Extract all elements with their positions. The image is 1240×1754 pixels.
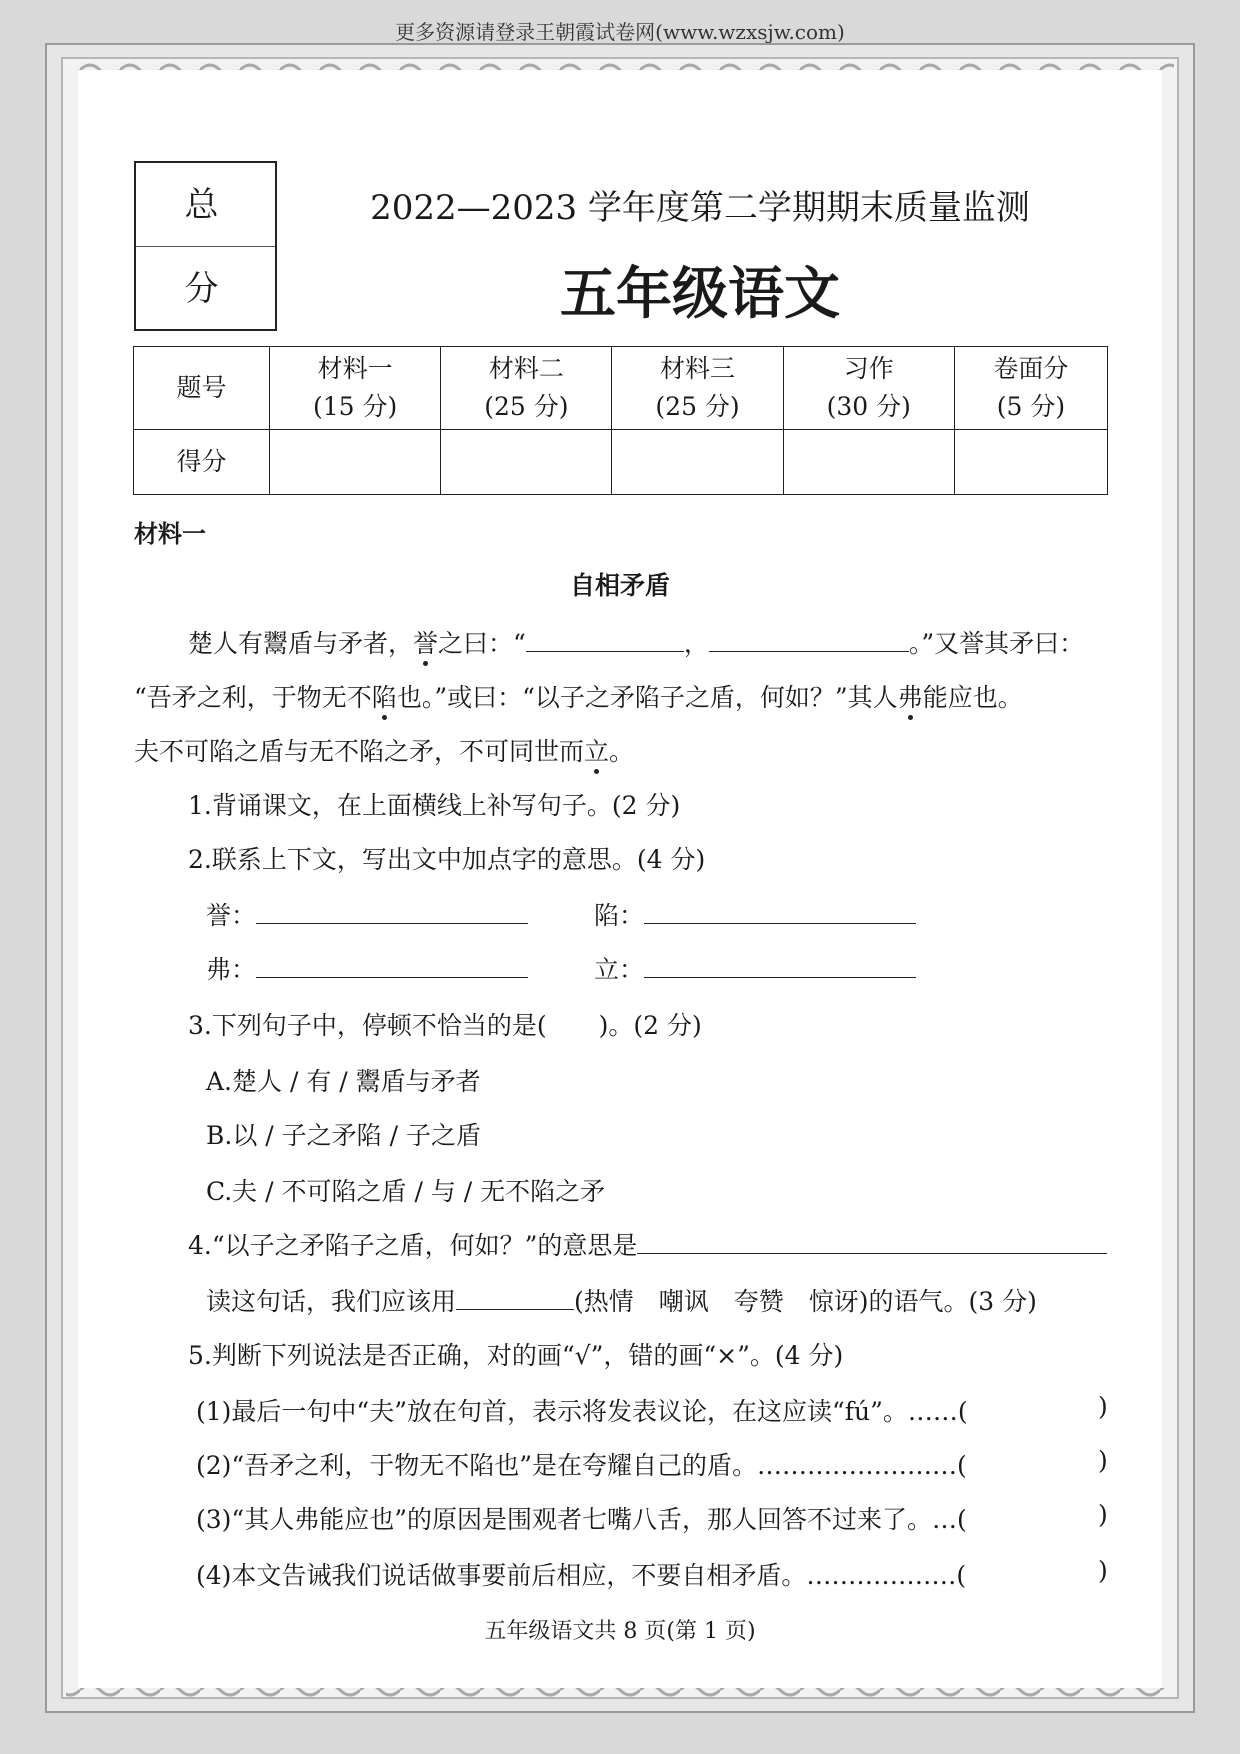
answer-blank[interactable] <box>644 955 916 978</box>
question-2: 2.联系上下文，写出文中加点字的意思。(4 分) <box>188 845 706 874</box>
answer-blank[interactable] <box>637 1231 1107 1254</box>
score-cell[interactable] <box>612 430 783 495</box>
q5-item-1: (1)最后一句中“夫”放在句首，表示将发表议论，在这应读“fú”。……( <box>196 1397 968 1426</box>
passage-title: 自相矛盾 <box>569 571 670 600</box>
q5-answer-paren[interactable]: ) <box>1098 1500 1108 1529</box>
total-score-label: 总 分 <box>136 163 275 247</box>
q3-option-b: B.以 / 子之矛陷 / 子之盾 <box>206 1121 481 1150</box>
fill-blank[interactable] <box>709 629 909 652</box>
score-cell[interactable] <box>441 430 612 495</box>
dotted-char: 立 <box>584 737 610 766</box>
q2-item-xian: 陷： <box>594 896 916 932</box>
q5-item-2: (2)“吾矛之利，于物无不陷也”是在夸耀自己的盾。……………………( <box>196 1451 967 1480</box>
q2-item-yu: 誉： <box>206 896 528 932</box>
q5-item-3: (3)“其人弗能应也”的原因是围观者七嘴八舌，那人回答不过来了。…( <box>196 1505 967 1534</box>
question-4-tone: 读这句话，我们应该用 (热情 嘲讽 夸赞 惊讶)的语气。(3 分) <box>206 1287 1037 1316</box>
q5-answer-paren[interactable]: ) <box>1098 1446 1108 1475</box>
section-heading: 材料一 <box>134 520 206 548</box>
question-4: 4.“以子之矛陷子之盾，何如？”的意思是 <box>188 1226 1107 1262</box>
exam-subtitle: 2022—2023 学年度第二学期期末质量监测 <box>370 188 1030 228</box>
q2-item-li: 立： <box>594 950 916 986</box>
total-score-box <box>134 161 277 331</box>
col-neatness: 卷面分 (5 分) <box>954 347 1107 430</box>
dotted-char: 誉 <box>413 629 439 658</box>
exam-title: 五年级语文 <box>560 261 840 327</box>
q3-option-a: A.楚人 / 有 / 鬻盾与矛者 <box>206 1067 481 1096</box>
score-cell[interactable] <box>954 430 1107 495</box>
question-1: 1.背诵课文，在上面横线上补写句子。(2 分) <box>188 791 681 820</box>
col-material2: 材料二 (25 分) <box>441 347 612 430</box>
grade-table <box>133 346 1108 495</box>
q2-item-fu: 弗： <box>206 950 528 986</box>
col-material1: 材料一 (15 分) <box>270 347 441 430</box>
answer-blank[interactable] <box>644 901 916 924</box>
passage-line-3: 夫不可陷之盾与无不陷之矛，不可同世而立。 <box>134 737 635 766</box>
answer-blank[interactable] <box>456 1287 574 1310</box>
top-banner: 更多资源请登录王朝霞试卷网(www.wzxsjw.com) <box>395 20 845 44</box>
q5-item-4: (4)本文告诫我们说话做事要前后相应，不要自相矛盾。………………( <box>196 1561 967 1590</box>
q3-option-c: C.夫 / 不可陷之盾 / 与 / 无不陷之矛 <box>206 1177 606 1206</box>
q5-answer-paren[interactable]: ) <box>1098 1556 1108 1585</box>
dotted-char: 陷 <box>371 683 397 712</box>
fill-blank[interactable] <box>526 629 684 652</box>
col-composition: 习作 (30 分) <box>783 347 954 430</box>
passage-line-1: 楚人有鬻盾与矛者，誉之曰：“ ， 。”又誉其矛曰： <box>188 629 1085 658</box>
col-material3: 材料三 (25 分) <box>612 347 783 430</box>
dotted-char: 弗 <box>897 683 923 712</box>
score-cell[interactable] <box>783 430 954 495</box>
answer-blank[interactable] <box>256 955 528 978</box>
question-5: 5.判断下列说法是否正确，对的画“√”，错的画“×”。(4 分) <box>188 1341 844 1370</box>
page-footer: 五年级语文共 8 页(第 1 页) <box>484 1619 756 1644</box>
question-3: 3.下列句子中，停顿不恰当的是( )。(2 分) <box>188 1011 702 1040</box>
passage-line-2: “吾矛之利，于物无不陷也。”或曰：“以子之矛陷子之盾，何如？”其人弗能应也。 <box>134 683 1023 712</box>
score-cell[interactable] <box>270 430 441 495</box>
question-number-header: 题号 <box>134 347 270 430</box>
q5-answer-paren[interactable]: ) <box>1098 1392 1108 1421</box>
score-row-header: 得分 <box>134 430 270 495</box>
answer-blank[interactable] <box>256 901 528 924</box>
